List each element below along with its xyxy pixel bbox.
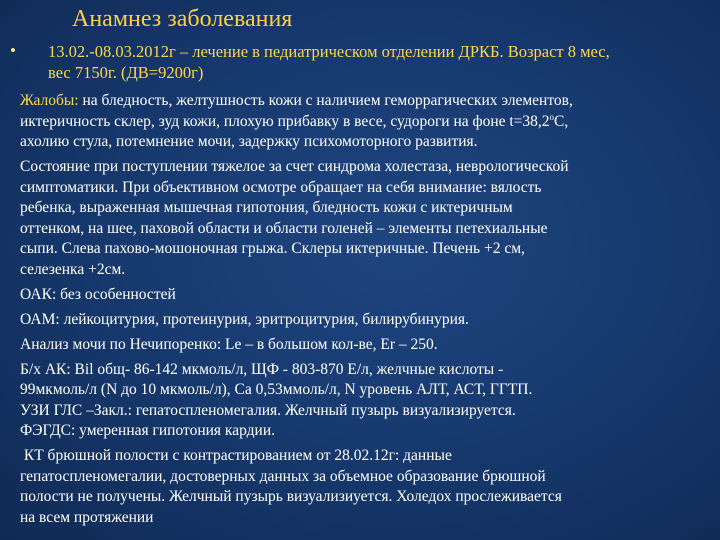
bullet-line-2: вес 7150г. (ДВ=9200г)	[48, 63, 204, 82]
complaints-paragraph	[20, 91, 682, 153]
ct-line: полости не получены. Желчный пузырь визуализиуется. Холедох прослеживается	[20, 488, 562, 505]
biochem-line: Б/х АК: Bil общ- 86-142 мкмоль/л, ЩФ - 803-870 Е/л, желчные кислоты -	[20, 360, 504, 378]
nechiporenko-paragraph: Анализ мочи по Нечипоренко: Le – в большом кол-ве, Er – 250.	[20, 335, 438, 353]
complaints-text-2-end: С,	[554, 112, 569, 130]
state-line: оттенком, на шее, паховой области и области голеней – элементы петехиальные	[20, 219, 548, 237]
biochem-line: 99мкмоль/л (N до 10 мкмоль/л), Са 0,53ммоль/л, N уровень АЛТ, АСТ, ГГТП.	[20, 381, 533, 398]
ct-line: гепатоспленомегалии, достоверных данных за объемное образование брюшной	[20, 467, 546, 485]
oak-paragraph: ОАК: без особенностей	[20, 285, 176, 303]
state-line: сыпи. Слева пахово-мошоночная грыжа. Склеры иктеричные. Печень +2 см,	[20, 240, 525, 257]
complaints-line-3: ахолию стула, потемнение мочи, задержку психомоторного развития.	[20, 133, 478, 150]
complaints-label: Жалобы:	[20, 92, 79, 109]
state-line: селезенка +2см.	[20, 260, 126, 278]
bullet-mark: •	[10, 41, 16, 60]
ct-line: КТ брюшной полости с контрастированием от 28.02.12г: данные	[20, 447, 452, 464]
ct-line: на всем протяжении	[20, 508, 154, 526]
ct-paragraph	[20, 446, 682, 528]
oam-paragraph: ОАМ: лейкоцитурия, протеинурия, эритроцитурия, билирубинурия.	[20, 310, 469, 328]
biochem-line: УЗИ ГЛС –Закл.: гепатоспленомегалия. Желчный пузырь визуализируется.	[20, 401, 516, 419]
complaints-text-1: на бледность, желтушность кожи с наличием геморрагических элементов,	[78, 92, 573, 109]
slide-title: Анамнез заболевания	[72, 6, 293, 32]
complaints-line-2	[20, 112, 682, 133]
bullet-text	[48, 41, 700, 83]
degree-sign: о	[549, 111, 555, 122]
complaints-text-2: иктеричность склер, зуд кожи, плохую прибавку в весе, судороги на фоне t=38,2	[20, 112, 550, 130]
biochem-line: ФЭГДС: умеренная гипотония кардии.	[20, 422, 275, 439]
bullet-line-1: 13.02.-08.03.2012г – лечение в педиатрическом отделении ДРКБ. Возраст 8 мес,	[48, 42, 610, 61]
history-bullet	[10, 41, 700, 83]
state-line: ребенка, выраженная мышечная гипотония, бледность кожи с иктеричным	[20, 199, 513, 216]
state-line: симптоматики. При объективном осмотре обращает на себя внимание: вялость	[20, 178, 542, 196]
biochem-paragraph	[20, 360, 682, 442]
complaints-line-1	[20, 91, 682, 112]
slide-body	[20, 91, 682, 533]
state-paragraph	[20, 157, 682, 280]
state-line: Состояние при поступлении тяжелое за счет синдрома холестаза, неврологической	[20, 158, 569, 175]
